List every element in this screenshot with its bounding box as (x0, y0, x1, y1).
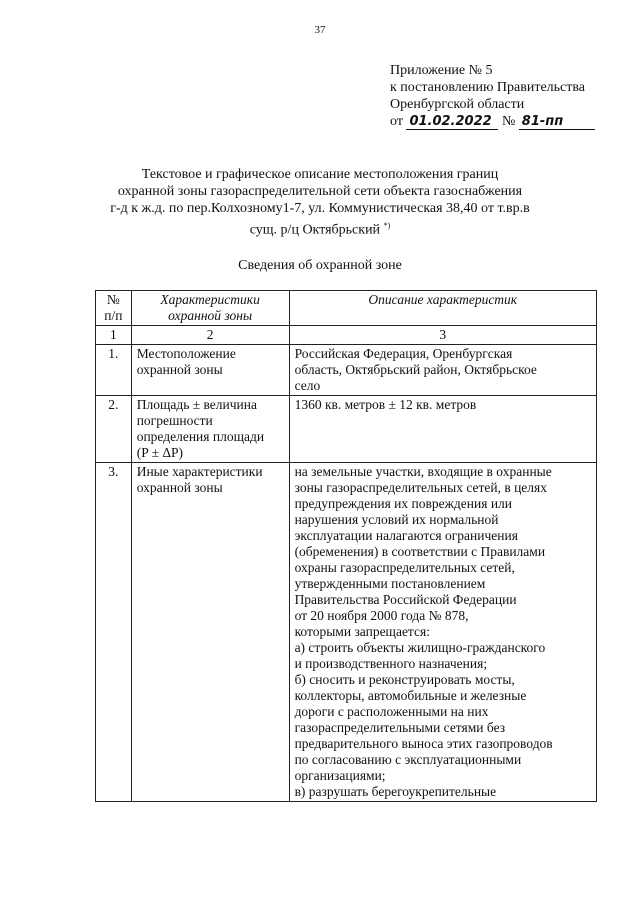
header-number: № п/п (96, 291, 132, 326)
table-header-row (96, 291, 597, 326)
row-characteristic: Местоположение охранной зоны (131, 345, 289, 396)
row-number: 1. (96, 345, 132, 396)
appendix-title: Приложение № 5 (390, 63, 493, 78)
row-characteristic: Площадь ± величина погрешности определения площади (P ± ΔP) (131, 396, 289, 463)
column-number-1: 1 (96, 326, 132, 345)
header-description: Описание характеристик (289, 291, 596, 326)
page-number: 37 (314, 24, 326, 36)
row-number: 3. (96, 463, 132, 802)
document-title (60, 166, 580, 239)
section-subtitle: Сведения об охранной зоне (238, 258, 402, 273)
title-line-3: г-д к ж.д. по пер.Колхозному1-7, ул. Коммунистическая 38,40 от т.вр.в (110, 201, 530, 216)
handwritten-date: 01.02.2022 (406, 115, 498, 130)
row-description: 1360 кв. метров ± 12 кв. метров (289, 396, 596, 463)
zone-info-table (95, 290, 597, 802)
row-characteristic: Иные характеристики охранной зоны (131, 463, 289, 802)
row-number: 2. (96, 396, 132, 463)
column-numbers-row (96, 326, 597, 345)
title-line-4 (60, 217, 580, 239)
row-description: на земельные участки, входящие в охранные зоны газораспределительных сетей, в целях предупреждения их повреждения или нарушения условий их нормальной эксплуатации налагаются ограничения (обременения) в соответствии с Правилами охраны газораспределительных сетей, утвержденными постановлением Правительства Российской Федерации от 20 ноября 2000 года № 878, которыми запрещается: а) строить объекты жилищно-гражданского и производственного назначения; б) сносить и реконструировать мосты, коллекторы, автомобильные и железные дороги с расположенными на них газораспределительными сетями без предварительного выноса этих газопроводов по согласованию с эксплуатационными организациями; в) разрушать берегоукрепительные (289, 463, 596, 802)
table-row (96, 345, 597, 396)
date-prefix: от (390, 114, 403, 129)
table-row (96, 463, 597, 802)
appendix-line-region: Оренбургской области (390, 97, 525, 112)
appendix-date-line (390, 113, 630, 130)
column-number-3: 3 (289, 326, 596, 345)
footnote-mark: *) (383, 221, 391, 230)
table-row (96, 396, 597, 463)
appendix-line-resolution: к постановлению Правительства (390, 80, 586, 95)
title-line-4-text: сущ. р/ц Октябрьский (249, 222, 381, 238)
number-sign: № (501, 114, 516, 129)
header-characteristics: Характеристики охранной зоны (131, 291, 289, 326)
title-line-1: Текстовое и графическое описание местоположения границ (141, 167, 499, 182)
row-description: Российская Федерация, Оренбургская область, Октябрьский район, Октябрьское село (289, 345, 596, 396)
column-number-2: 2 (131, 326, 289, 345)
title-line-2: охранной зоны газораспределительной сети объекта газоснабжения (117, 184, 523, 199)
handwritten-number: 81-пп (519, 115, 595, 130)
appendix-block (390, 62, 630, 130)
